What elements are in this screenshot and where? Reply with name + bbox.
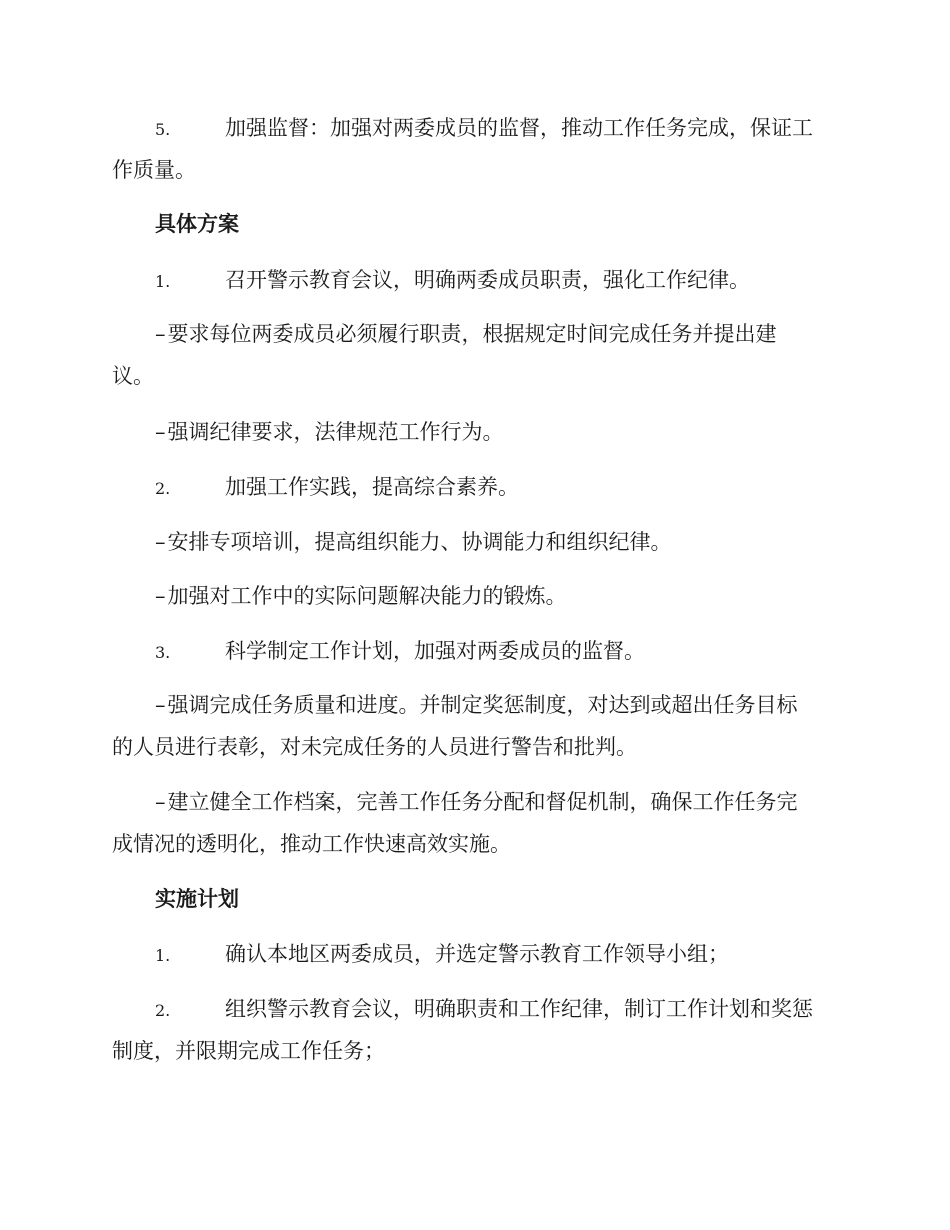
dash-marker: – — [155, 584, 166, 608]
bullet-item — [155, 691, 885, 719]
item-text: 加强对工作中的实际问题解决能力的锻炼。 — [167, 584, 567, 608]
dash-marker: – — [155, 693, 166, 717]
item-number: 5. — [155, 120, 171, 139]
item-text: 科学制定工作计划，加强对两委成员的监督。 — [225, 639, 645, 663]
item-number: 2. — [155, 1001, 171, 1020]
item-number: 3. — [155, 643, 171, 662]
item-text: 召开警示教育会议，明确两委成员职责，强化工作纪律。 — [225, 268, 750, 292]
list-item-5 — [155, 114, 885, 144]
item-text-continuation: 制度，并限期完成工作任务； — [112, 1039, 385, 1063]
item-text-continuation: 作质量。 — [112, 158, 196, 182]
item-number: 1. — [155, 272, 171, 291]
list-item-1 — [155, 266, 885, 296]
list-item-3 — [155, 637, 885, 667]
bullet-item — [155, 582, 885, 610]
section-heading-plan: 具体方案 — [155, 211, 239, 236]
item-text: 要求每位两委成员必须履行职责，根据规定时间完成任务并提出建 — [167, 322, 777, 346]
item-text-continuation: 议。 — [112, 364, 154, 388]
section-heading-implementation: 实施计划 — [155, 886, 239, 911]
item-text: 安排专项培训，提高组织能力、协调能力和组织纪律。 — [167, 530, 672, 554]
item-text-continuation: 的人员进行表彰，对未完成任务的人员进行警告和批判。 — [112, 735, 637, 759]
dash-marker: – — [155, 322, 166, 346]
list-item-2 — [155, 473, 885, 503]
list-item-1 — [155, 940, 885, 970]
item-text: 加强监督：加强对两委成员的监督，推动工作任务完成，保证工 — [225, 116, 813, 140]
item-text: 加强工作实践，提高综合素养。 — [225, 475, 519, 499]
bullet-item — [155, 528, 885, 556]
dash-marker: – — [155, 790, 166, 814]
list-item-2 — [155, 995, 885, 1025]
item-text: 强调纪律要求，法律规范工作行为。 — [167, 420, 504, 444]
item-text: 确认本地区两委成员，并选定警示教育工作领导小组； — [225, 942, 729, 966]
item-text: 建立健全工作档案，完善工作任务分配和督促机制，确保工作任务完 — [167, 790, 798, 814]
item-text: 组织警示教育会议，明确职责和工作纪律，制订工作计划和奖惩 — [225, 997, 813, 1021]
dash-marker: – — [155, 530, 166, 554]
bullet-item — [155, 320, 885, 348]
item-text-continuation: 成情况的透明化，推动工作快速高效实施。 — [112, 832, 511, 856]
item-number: 1. — [155, 946, 171, 965]
item-text: 强调完成任务质量和进度。并制定奖惩制度，对达到或超出任务目标 — [167, 693, 798, 717]
item-number: 2. — [155, 479, 171, 498]
dash-marker: – — [155, 420, 166, 444]
bullet-item — [155, 788, 885, 816]
bullet-item — [155, 418, 885, 446]
